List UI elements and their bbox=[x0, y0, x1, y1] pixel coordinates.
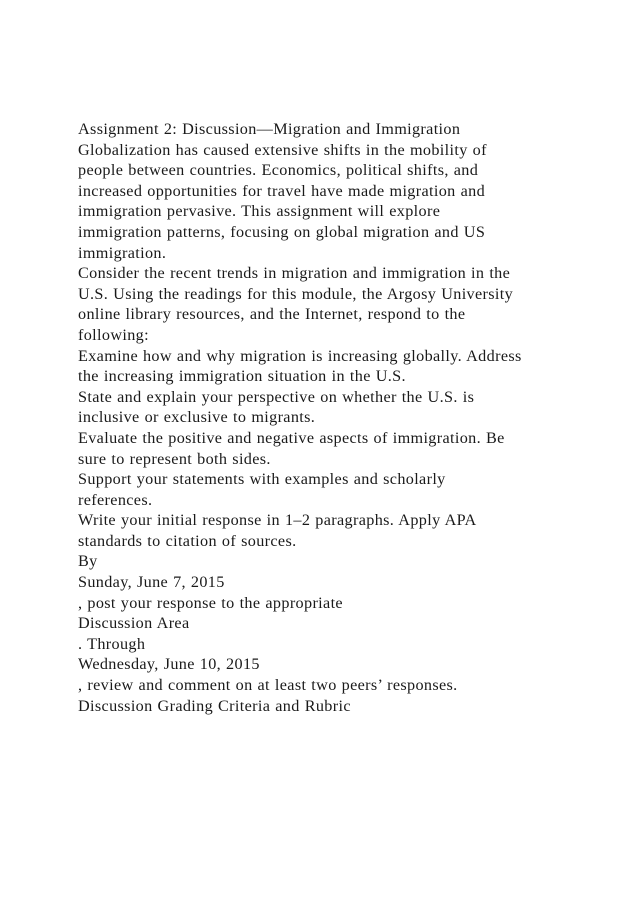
instructions-line-3: online library resources, and the Internet, respond to the bbox=[78, 305, 466, 324]
deadline-by: By bbox=[78, 552, 98, 571]
grading-criteria-heading: Discussion Grading Criteria and Rubric bbox=[78, 696, 351, 715]
deadline-date-1: Sunday, June 7, 2015 bbox=[78, 573, 225, 592]
deadline-action-1: , post your response to the appropriate bbox=[78, 593, 343, 612]
deadline-date-2: Wednesday, June 10, 2015 bbox=[78, 655, 260, 674]
deadline-action-2: , review and comment on at least two peers’ responses. bbox=[78, 676, 458, 695]
assignment-title: Assignment 2: Discussion—Migration and Immigration bbox=[78, 120, 461, 138]
task-state-line-1: State and explain your perspective on whether the U.S. is bbox=[78, 387, 475, 406]
task-examine-line-1: Examine how and why migration is increasing globally. Address bbox=[78, 346, 522, 365]
task-evaluate-line-1: Evaluate the positive and negative aspects of immigration. Be bbox=[78, 428, 505, 447]
intro-line-3: increased opportunities for travel have made migration and bbox=[78, 181, 486, 200]
instructions-line-2: U.S. Using the readings for this module, the Argosy University bbox=[78, 284, 514, 303]
deadline-through: . Through bbox=[78, 634, 146, 653]
task-evaluate-line-2: sure to represent both sides. bbox=[78, 449, 271, 468]
assignment-text bbox=[78, 119, 578, 716]
task-examine-line-2: the increasing immigration situation in the U.S. bbox=[78, 367, 406, 386]
instructions-line-1: Consider the recent trends in migration and immigration in the bbox=[78, 264, 511, 283]
task-write-line-2: standards to citation of sources. bbox=[78, 531, 297, 550]
task-support-line-2: references. bbox=[78, 490, 153, 509]
instructions-line-4: following: bbox=[78, 325, 149, 344]
task-state-line-2: inclusive or exclusive to migrants. bbox=[78, 408, 316, 427]
task-support-line-1: Support your statements with examples and scholarly bbox=[78, 470, 446, 489]
intro-line-5: immigration patterns, focusing on global migration and US bbox=[78, 222, 486, 241]
intro-line-1: Globalization has caused extensive shifts in the mobility of bbox=[78, 140, 487, 159]
intro-line-4: immigration pervasive. This assignment will explore bbox=[78, 202, 441, 221]
intro-line-6: immigration. bbox=[78, 243, 167, 262]
intro-line-2: people between countries. Economics, political shifts, and bbox=[78, 161, 479, 180]
task-write-line-1: Write your initial response in 1–2 paragraphs. Apply APA bbox=[78, 511, 477, 530]
discussion-area-label: Discussion Area bbox=[78, 614, 190, 633]
